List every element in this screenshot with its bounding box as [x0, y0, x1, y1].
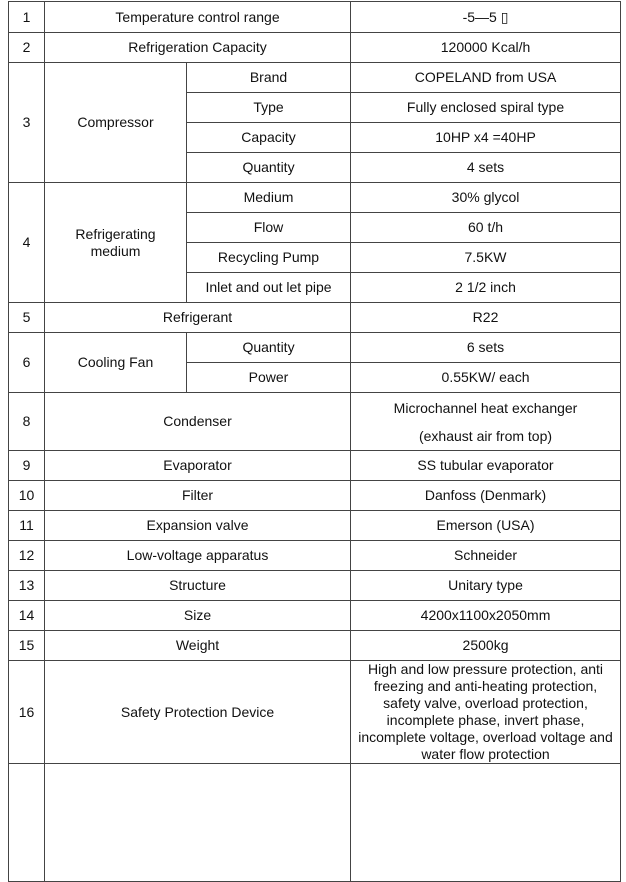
row-number: 10	[9, 481, 45, 511]
specification-table	[8, 1, 621, 882]
row-number: 8	[9, 393, 45, 451]
table-row	[9, 631, 621, 661]
row-value: Emerson (USA)	[351, 511, 621, 541]
row-label: Expansion valve	[45, 511, 351, 541]
table-row	[9, 451, 621, 481]
table-row	[9, 511, 621, 541]
row-value: 4200x1100x2050mm	[351, 601, 621, 631]
table-row	[9, 571, 621, 601]
sub-value: 0.55KW/ each	[351, 363, 621, 393]
row-value: 2500kg	[351, 631, 621, 661]
table-row	[9, 601, 621, 631]
row-value	[351, 393, 621, 451]
sub-value: 6 sets	[351, 333, 621, 363]
sub-label: Brand	[187, 63, 351, 93]
row-number: 9	[9, 451, 45, 481]
sub-label: Quantity	[187, 333, 351, 363]
table-row	[9, 63, 621, 93]
row-number: 12	[9, 541, 45, 571]
row-number	[9, 764, 45, 882]
row-label: Safety Protection Device	[45, 661, 351, 764]
sub-label: Type	[187, 93, 351, 123]
sub-label: Inlet and out let pipe	[187, 273, 351, 303]
row-value: -5—5 ▯	[351, 2, 621, 33]
row-number: 16	[9, 661, 45, 764]
row-number: 2	[9, 33, 45, 63]
row-number: 4	[9, 183, 45, 303]
row-number: 1	[9, 2, 45, 33]
row-value: Danfoss (Denmark)	[351, 481, 621, 511]
table-row	[9, 481, 621, 511]
row-label: Temperature control range	[45, 2, 351, 33]
sub-value: 4 sets	[351, 153, 621, 183]
table-row	[9, 2, 621, 33]
table-row	[9, 541, 621, 571]
table-row	[9, 764, 621, 882]
row-number: 11	[9, 511, 45, 541]
row-number: 6	[9, 333, 45, 393]
row-value: Unitary type	[351, 571, 621, 601]
row-value: Schneider	[351, 541, 621, 571]
row-label: Refrigerating medium	[45, 183, 187, 303]
row-label: Cooling Fan	[45, 333, 187, 393]
table-row	[9, 33, 621, 63]
table-row	[9, 303, 621, 333]
row-number: 14	[9, 601, 45, 631]
table-row	[9, 393, 621, 451]
sub-label: Power	[187, 363, 351, 393]
row-value: SS tubular evaporator	[351, 451, 621, 481]
row-value: 120000 Kcal/h	[351, 33, 621, 63]
table-row	[9, 333, 621, 363]
sub-value: COPELAND from USA	[351, 63, 621, 93]
row-label: Filter	[45, 481, 351, 511]
sub-value: 10HP x4 =40HP	[351, 123, 621, 153]
value-line: Microchannel heat exchanger	[393, 399, 578, 416]
row-number: 13	[9, 571, 45, 601]
row-number: 5	[9, 303, 45, 333]
row-label: Structure	[45, 571, 351, 601]
row-label: Refrigerant	[45, 303, 351, 333]
table-row	[9, 183, 621, 213]
value-line: (exhaust air from top)	[418, 427, 553, 444]
row-label: Refrigeration Capacity	[45, 33, 351, 63]
sub-value: 7.5KW	[351, 243, 621, 273]
row-number: 15	[9, 631, 45, 661]
row-label: Low-voltage apparatus	[45, 541, 351, 571]
sub-value: 2 1/2 inch	[351, 273, 621, 303]
sub-label: Capacity	[187, 123, 351, 153]
row-value: R22	[351, 303, 621, 333]
sub-label: Flow	[187, 213, 351, 243]
row-label	[45, 764, 351, 882]
sub-value: Fully enclosed spiral type	[351, 93, 621, 123]
row-number: 3	[9, 63, 45, 183]
row-label: Weight	[45, 631, 351, 661]
sub-label: Quantity	[187, 153, 351, 183]
row-label: Evaporator	[45, 451, 351, 481]
row-label: Size	[45, 601, 351, 631]
row-label: Condenser	[45, 393, 351, 451]
sub-value: 30% glycol	[351, 183, 621, 213]
sub-label: Recycling Pump	[187, 243, 351, 273]
row-label: Compressor	[45, 63, 187, 183]
sub-label: Medium	[187, 183, 351, 213]
table-row	[9, 661, 621, 764]
sub-value: 60 t/h	[351, 213, 621, 243]
row-value: High and low pressure protection, anti freezing and anti-heating protection, safety valve, overload protection, incomplete phase, invert phase, incomplete voltage, overload voltage and water flow protection	[351, 661, 621, 764]
row-value	[351, 764, 621, 882]
